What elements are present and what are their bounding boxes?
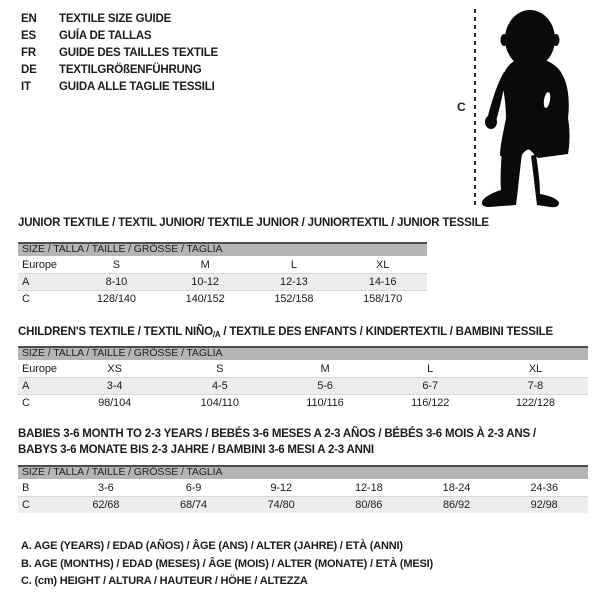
table-row (18, 360, 588, 377)
cell: 62/68 (92, 499, 120, 511)
cell: 9-12 (270, 481, 292, 494)
row-label: A (22, 276, 30, 288)
cell: 6-7 (422, 380, 438, 392)
cell: 122/128 (515, 397, 555, 409)
table-row (18, 273, 427, 290)
children-title-rest: / TEXTILE DES ENFANTS / KINDERTEXTIL / BAMBINI TESSILE (220, 326, 553, 338)
row-label: C (22, 499, 30, 511)
baby-silhouette-icon (476, 6, 586, 218)
children-size-header-bar: SIZE / TALLA / TAILLE / GRÖSSE / TAGLIA (18, 346, 588, 360)
cell: XL (375, 258, 390, 271)
height-measure-label: C (457, 100, 466, 114)
cell: 74/80 (267, 499, 295, 511)
cell: 3-6 (98, 481, 114, 494)
cell: 8-10 (105, 276, 128, 288)
children-table-title (18, 324, 553, 343)
table-row (18, 256, 427, 273)
cell: 12-13 (280, 276, 308, 288)
babies-size-header-bar: SIZE / TALLA / TAILLE / GRÖSSE / TAGLIA (18, 465, 588, 479)
cell: 12-18 (355, 481, 383, 494)
row-label: C (22, 293, 30, 305)
cell: S (112, 258, 120, 271)
cell: 116/122 (411, 397, 450, 409)
row-label: B (22, 481, 30, 494)
table-row (18, 479, 588, 496)
babies-title-line2: BABYS 3-6 MONATE BIS 2-3 JAHRE / BAMBINI 3-6 MESI A 2-3 ANNI (18, 444, 374, 456)
cell: 86/92 (442, 499, 470, 511)
footnote-a: A. AGE (YEARS) / EDAD (AÑOS) / ÂGE (ANS) / ALTER (JAHRE) / ETÀ (ANNI) (21, 540, 403, 552)
babies-table-title (18, 426, 536, 458)
lang-code-de: DE (21, 64, 37, 76)
row-label: Europe (22, 258, 57, 271)
cell: 92/98 (530, 499, 558, 511)
lang-code-es: ES (21, 30, 36, 42)
cell: L (290, 258, 297, 271)
cell: XS (107, 362, 122, 375)
cell: 110/116 (306, 397, 344, 409)
cell: 4-5 (211, 380, 228, 392)
children-title-main: CHILDREN'S TEXTILE / TEXTIL NIÑO (18, 326, 213, 338)
cell: M (320, 362, 330, 375)
children-size-table (18, 346, 588, 411)
language-title-list (21, 13, 218, 94)
row-label: Europe (22, 362, 57, 375)
cell: 6-9 (185, 481, 202, 494)
junior-size-header-bar: SIZE / TALLA / TAILLE / GRÖSSE / TAGLIA (18, 242, 427, 256)
children-title-subscript: /A (212, 330, 221, 339)
lang-code-it: IT (21, 81, 31, 93)
cell: 24-36 (530, 481, 558, 494)
cell: 7-8 (527, 380, 544, 392)
table-row (18, 394, 588, 411)
cell: L (427, 362, 434, 375)
table-row (18, 290, 427, 307)
row-label: C (22, 397, 30, 409)
cell: 68/74 (179, 499, 207, 511)
cell: 158/170 (363, 293, 403, 305)
lang-title-es: GUÍA DE TALLAS (59, 30, 152, 42)
cell: 128/140 (96, 293, 136, 305)
cell: 14-16 (368, 276, 397, 288)
lang-title-it: GUIDA ALLE TAGLIE TESSILI (59, 81, 215, 93)
cell: 98/104 (98, 397, 132, 409)
footnote-c: C. (cm) HEIGHT / ALTURA / HAUTEUR / HÖHE / ALTEZZA (21, 575, 308, 587)
cell: 80/86 (355, 499, 383, 511)
cell: S (216, 362, 224, 375)
junior-table-title: JUNIOR TEXTILE / TEXTIL JUNIOR/ TEXTILE JUNIOR / JUNIORTEXTIL / JUNIOR TESSILE (18, 217, 489, 229)
cell: XL (528, 362, 543, 375)
lang-title-fr: GUIDE DES TAILLES TEXTILE (59, 47, 218, 59)
footnotes (21, 538, 433, 591)
lang-title-en: TEXTILE SIZE GUIDE (59, 13, 172, 25)
footnote-b: B. AGE (MONTHS) / EDAD (MESES) / ÂGE (MOIS) / ALTER (MONATE) / ETÀ (MESI) (21, 557, 433, 570)
table-row (18, 377, 588, 394)
lang-code-en: EN (21, 13, 37, 25)
cell: 10-12 (191, 276, 219, 288)
cell: 18-24 (442, 481, 471, 494)
cell: 5-6 (317, 380, 333, 392)
row-label: A (22, 380, 30, 392)
lang-title-de: TEXTILGRÖßENFÜHRUNG (59, 64, 202, 76)
babies-size-table (18, 465, 588, 513)
cell: M (200, 258, 210, 271)
lang-code-fr: FR (21, 47, 36, 59)
cell: 152/158 (274, 293, 314, 305)
babies-title-line1: BABIES 3-6 MONTH TO 2-3 YEARS / BEBÉS 3-6 MESES A 2-3 AÑOS / BÉBÉS 3-6 MOIS À 2-3 ANS / (18, 428, 536, 440)
cell: 140/152 (185, 293, 225, 305)
cell: 104/110 (200, 397, 239, 409)
table-row (18, 496, 588, 513)
cell: 3-4 (106, 380, 123, 392)
junior-size-table (18, 242, 427, 307)
